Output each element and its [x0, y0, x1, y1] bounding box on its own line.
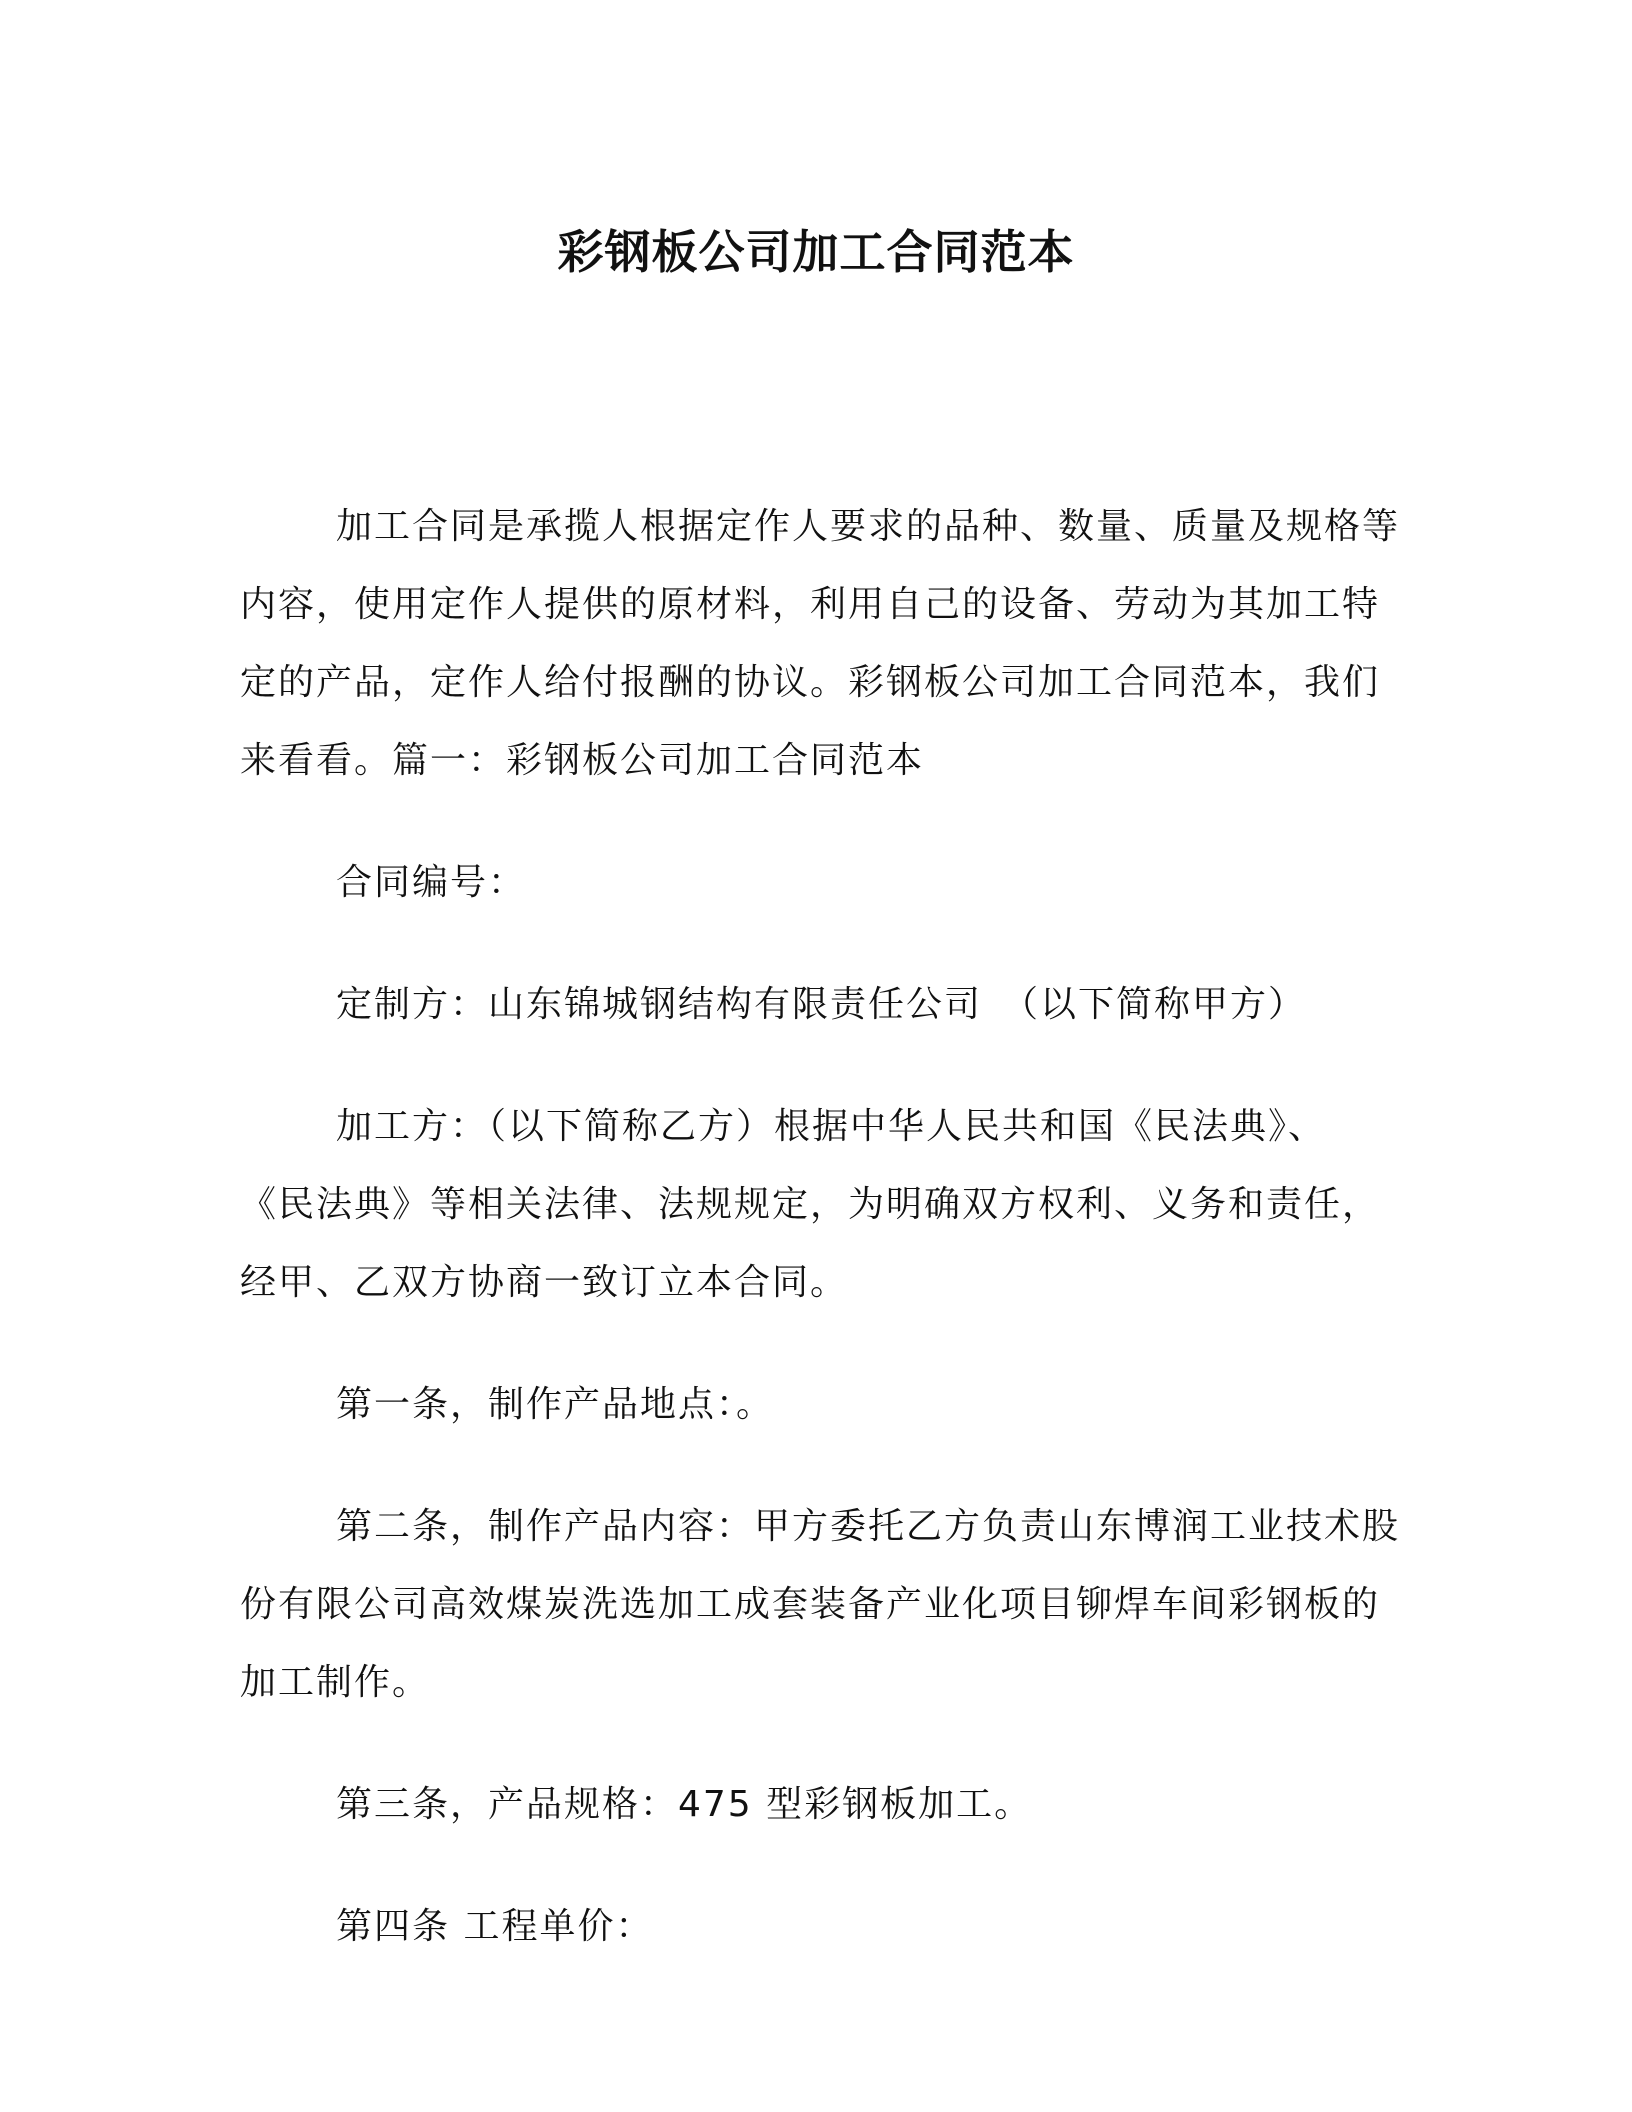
text-line: 份有限公司高效煤炭洗选加工成套装备产业化项目铆焊车间彩钢板的 — [240, 1584, 1381, 1625]
document-title: 彩钢板公司加工合同范本 — [557, 225, 1075, 279]
party-a: 定制方：山东锦城钢结构有限责任公司 （以下简称甲方） — [336, 984, 1307, 1025]
text-line: 加工制作。 — [240, 1662, 431, 1703]
text-line: 经甲、乙双方协商一致订立本合同。 — [240, 1262, 849, 1303]
article-2-paragraph — [240, 1488, 1400, 1722]
text-line: 加工合同是承揽人根据定作人要求的品种、数量、质量及规格等 — [336, 506, 1401, 547]
article-1: 第一条，制作产品地点：。 — [336, 1384, 775, 1425]
party-b-paragraph — [240, 1088, 1400, 1322]
text-line: 第二条，制作产品内容：甲方委托乙方负责山东博润工业技术股 — [336, 1506, 1401, 1547]
contract-number: 合同编号： — [336, 862, 527, 903]
text-line: 定的产品，定作人给付报酬的协议。彩钢板公司加工合同范本，我们 — [240, 662, 1381, 703]
article-3: 第三条，产品规格：475 型彩钢板加工。 — [336, 1784, 1033, 1825]
text-line: 《民法典》等相关法律、法规规定，为明确双方权利、义务和责任， — [240, 1184, 1381, 1225]
text-line: 加工方：（以下简称乙方）根据中华人民共和国《民法典》、 — [336, 1106, 1327, 1147]
document-body — [240, 488, 1400, 2010]
article-4: 第四条 工程单价： — [336, 1906, 654, 1947]
intro-paragraph — [240, 488, 1400, 800]
text-line: 来看看。篇一：彩钢板公司加工合同范本 — [240, 740, 925, 781]
text-line: 内容，使用定作人提供的原材料，利用自己的设备、劳动为其加工特 — [240, 584, 1381, 625]
